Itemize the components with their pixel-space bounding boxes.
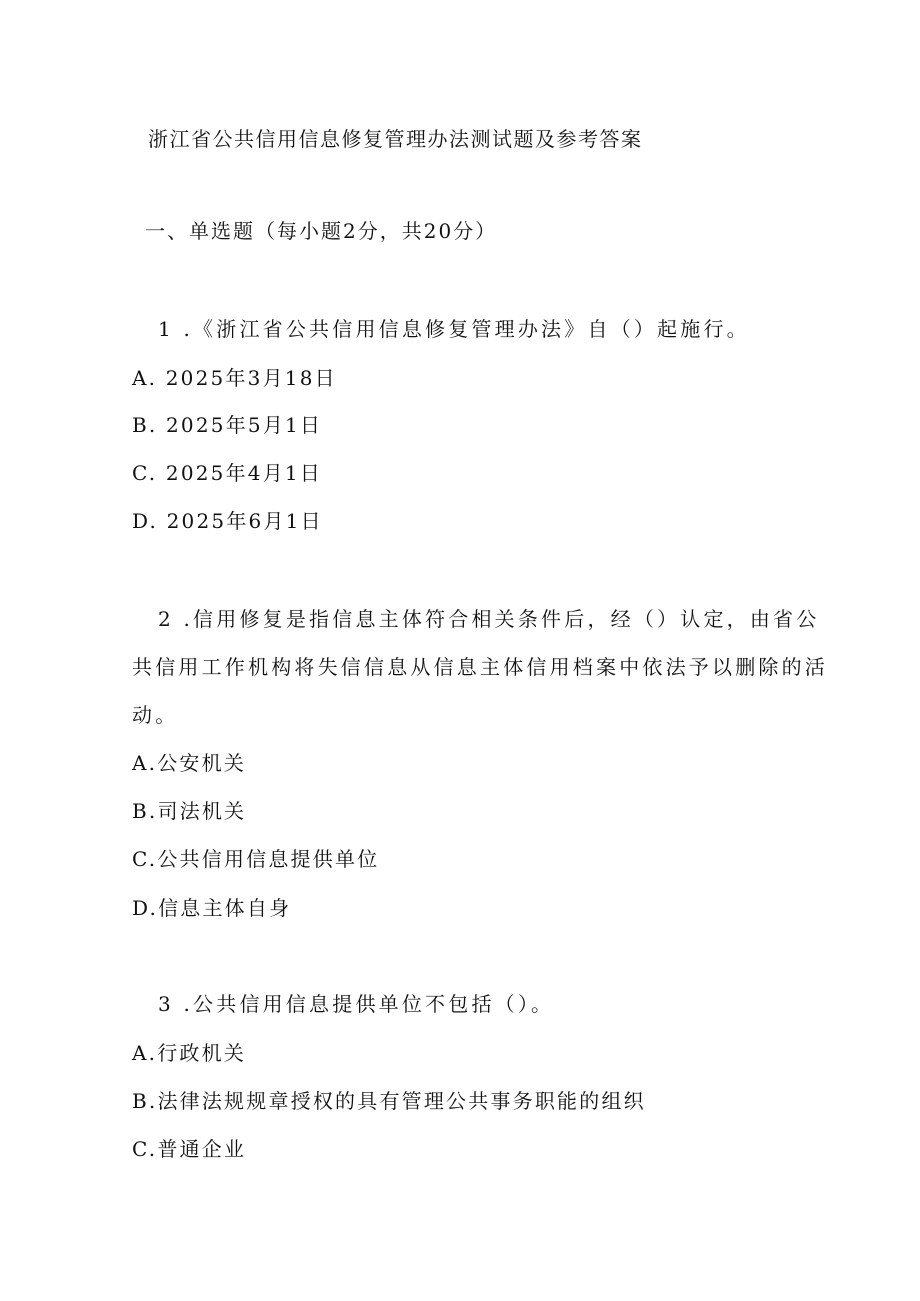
question-2-option-a: A.公安机关	[132, 751, 247, 775]
question-1-option-c: C. 2025年4月1日	[132, 461, 323, 485]
question-2-stem-line-1: 2 .信用修复是指信息主体符合相关条件后，经（）认定，由省公	[158, 607, 820, 631]
question-2-option-c: C.公共信用信息提供单位	[132, 847, 380, 871]
question-3-stem: 3 .公共信用信息提供单位不包括（）。	[158, 992, 555, 1016]
question-3-option-a: A.行政机关	[132, 1041, 247, 1065]
question-2-option-b: B.司法机关	[132, 799, 247, 823]
question-1-option-a: A. 2025年3月18日	[132, 366, 337, 390]
question-2-stem-line-3: 动。	[132, 703, 179, 727]
question-1-option-b: B. 2025年5月1日	[132, 413, 323, 437]
question-2-stem-line-2: 共信用工作机构将失信信息从信息主体信用档案中依法予以删除的活	[132, 655, 828, 679]
question-3-option-b: B.法律法规规章授权的具有管理公共事务职能的组织	[132, 1089, 646, 1113]
section-heading: 一、单选题（每小题2分，共20分）	[145, 219, 498, 243]
question-1-stem: 1 .《浙江省公共信用信息修复管理办法》自（）起施行。	[158, 317, 750, 341]
question-2-option-d: D.信息主体自身	[132, 896, 292, 920]
question-1-option-d: D. 2025年6月1日	[132, 509, 323, 533]
question-3-option-c: C.普通企业	[132, 1137, 247, 1161]
document-title: 浙江省公共信用信息修复管理办法测试题及参考答案	[148, 127, 643, 151]
